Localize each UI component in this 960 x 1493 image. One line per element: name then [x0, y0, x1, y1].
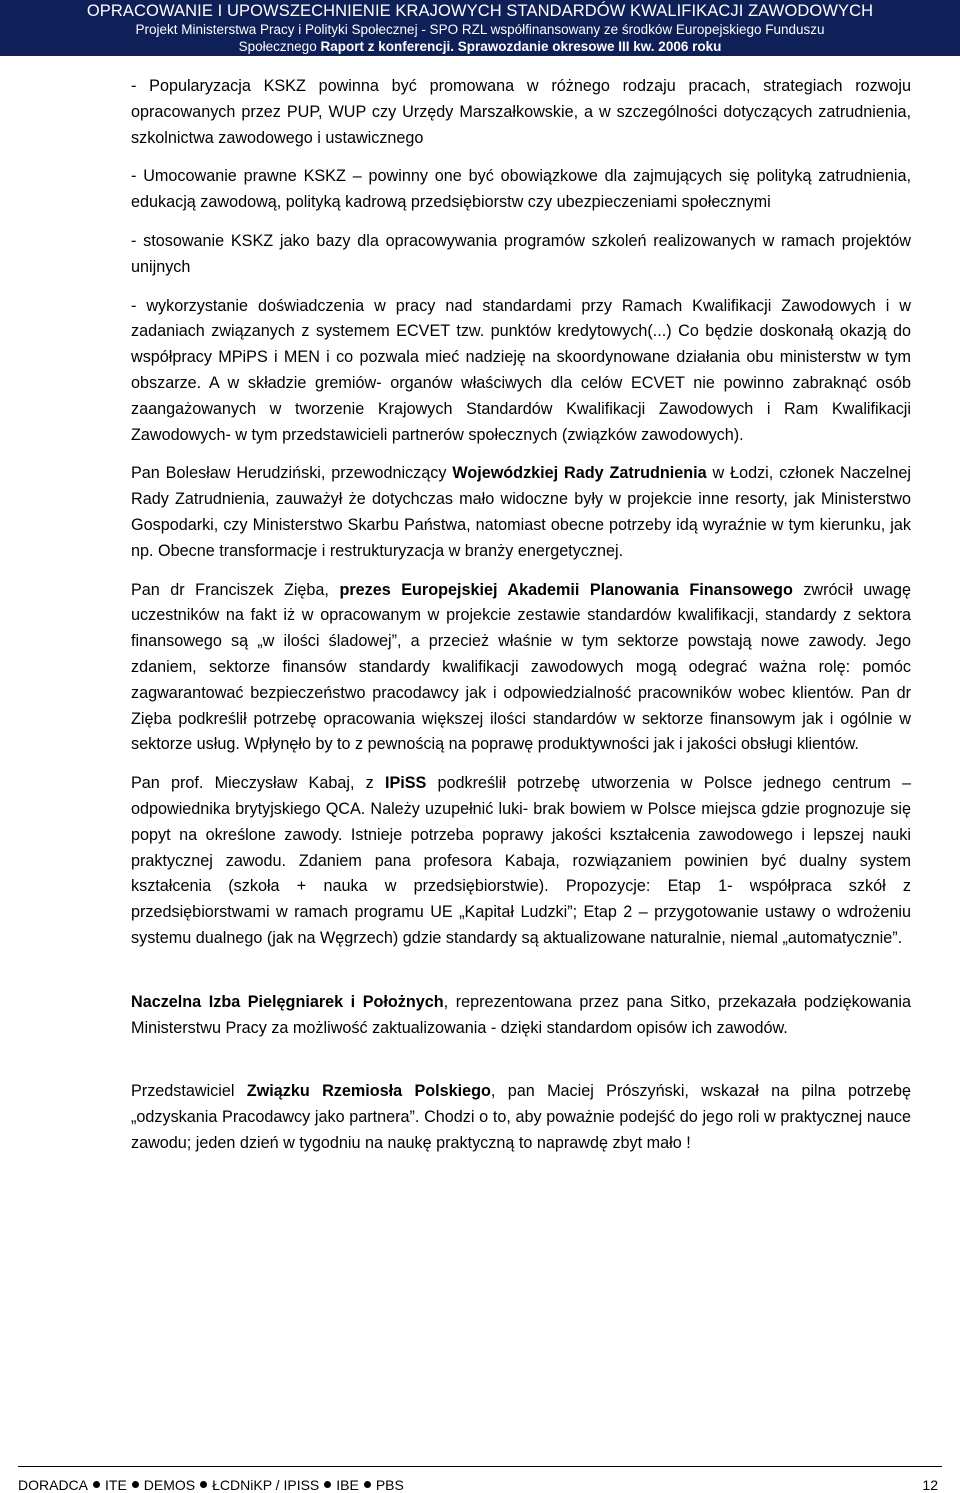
org-name: Naczelna Izba Pielęgniarek i Położnych	[131, 992, 444, 1011]
partner-item: IBE	[336, 1477, 359, 1493]
partner-item: DORADCA	[18, 1477, 89, 1493]
header-project: Projekt Ministerstwa Pracy i Polityki Społecznej - SPO RZL współfinansowany ze środków Europejskiego Funduszu	[135, 22, 825, 37]
bullet-icon	[364, 1481, 371, 1488]
footer-divider	[18, 1466, 942, 1467]
partner-item: PBS	[375, 1477, 404, 1493]
paragraph-kabaj: Pan prof. Mieczysław Kabaj, z IPiSS podkreślił potrzebę utworzenia w Polsce jednego centrum – odpowiednika brytyjskiego QCA. Należy uzupełnić luki- brak bowiem w Polsce miejsca gdzie prognozuje się popyt na określone zawody. Istnieje potrzeba poprawy jakości kształcenia zawodowego i lepszej nauki praktycznej zawodu. Zdaniem pana profesora Kabaja, rozwiązaniem powinien być dualny system kształcenia (szkoła + nauka w przedsiębiorstwie). Propozycje: Etap 1- współpraca szkół z przedsiębiorstwami w ramach programu UE „Kapitał Ludzki”; Etap 2 – przygotowanie ustawy o wdrożeniu systemu dualnego (jak na Węgrzech) gdzie standardy są aktualizowane naturalnie, niemal „automatycznie”.	[131, 774, 911, 947]
org-name: Wojewódzkiej Rady Zatrudnienia	[452, 464, 707, 483]
paragraph-herudzinski: Pan Bolesław Herudziński, przewodniczący Wojewódzkiej Rady Zatrudnienia w Łodzi, członek Naczelnej Rady Zatrudnienia, zauważył że dotychczas mało widoczne były w projekcie inne resorty, jak Ministerstwo Gospodarki, czy Ministerstwo Skarbu Państwa, natomiast obecne potrzeby idą wyraźnie w tym kierunku, jak np. Obecne transformacje i restrukturyzacja w branży energetycznej.	[131, 464, 912, 560]
bullet-icon	[132, 1481, 139, 1488]
bullet-icon	[324, 1481, 331, 1488]
paragraph-training-programs: - stosowanie KSKZ jako bazy dla opracowywania programów szkoleń realizowanych w ramach projektów unijnych	[131, 231, 911, 276]
bullet-icon	[200, 1481, 207, 1488]
partner-list	[18, 1477, 404, 1493]
paragraph-legal-basis: - Umocowanie prawne KSKZ – powinny one być obowiązkowe dla zajmujących się polityką zatrudnienia, edukacją zawodową, polityką kadrową przedsiębiorstw czy ubezpieczeniami społecznymi	[131, 167, 911, 212]
org-name: prezes Europejskiej Akademii Planowania Finansowego	[339, 580, 793, 599]
paragraph-craft-union: Przedstawiciel Związku Rzemiosła Polskiego, pan Maciej Prószyński, wskazał na pilna potrzebę „odzyskania Pracodawcy jako partnera”. Chodzi o to, aby poważnie podejść do jego roli w praktycznej nauce zawodu; jeden dzień w tygodniu na naukę praktyczną to naprawdę zbyt mało !	[131, 1082, 911, 1152]
paragraph-popularization: - Popularyzacja KSKZ powinna być promowana w różnego rodzaju pracach, strategiach rozwoju opracowanych przez PUP, WUP czy Urzędy Marszałkowskie, a w szczególności dotyczących zatrudnienia, szkolnictwa zawodowego i ustawicznego	[131, 77, 911, 147]
paragraph-ecvet: - wykorzystanie doświadczenia w pracy nad standardami przy Ramach Kwalifikacji Zawodowych i w zadaniach związanych z systemem ECVET tzw. punktów kredytowych(...) Co będzie doskonałą okazją do współpracy MPiPS i MEN i co pozwala mieć nadzieję na skoordynowane działania obu ministerstw w tym obszarze. A w składzie gremiów- organów właściwych dla celów ECVET nie powinno zabraknąć osób zaangażowanych w tworzenie Krajowych Standardów Kwalifikacji Zawodowych i Ram Kwalifikacji Zawodowych- w tym przedstawicieli partnerów społecznych (związków zawodowych).	[131, 296, 911, 444]
document-body	[131, 74, 911, 1157]
paragraph-nurses-chamber: Naczelna Izba Pielęgniarek i Położnych, reprezentowana przez pana Sitko, przekazała podziękowania Ministerstwu Pracy za możliwość zaktualizowania - dzięki standardom opisów ich zawodów.	[131, 992, 911, 1037]
header-title: OPRACOWANIE I UPOWSZECHNIENIE KRAJOWYCH STANDARDÓW KWALIFIKACJI ZAWODOWYCH	[86, 2, 874, 20]
header-project-cont: Społecznego	[238, 39, 317, 54]
page-header	[0, 0, 960, 56]
paragraph-zieba: Pan dr Franciszek Zięba, prezes Europejskiej Akademii Planowania Finansowego zwrócił uwagę uczestników na fakt iż w opracowanym w projekcie zestawie standardów kwalifikacji, standardy z sektora finansowego są „w ilości śladowej”, a przecież właśnie w tym sektorze powstają nowe zawody. Jego zdaniem, sektorze finansów standardy kwalifikacji zawodowych mogą odegrać ważna rolę: pomóc zagwarantować bezpieczeństwo pracodawcy jak i odpowiedzialność pracowników wobec klientów. Pan dr Zięba podkreślił potrzebę opracowania większej ilości standardów w sektorze finansowym jak i ogólnie w sektorze usług. Wpłynęło by to z pewnością na poprawę produktywności jak i jakości obsługi klientów.	[131, 580, 911, 754]
partner-item: ŁCDNiKP / IPISS	[212, 1477, 320, 1493]
page-number: 12	[922, 1477, 938, 1493]
org-name: Związku Rzemiosła Polskiego	[246, 1082, 491, 1101]
partner-item: ITE	[105, 1477, 127, 1493]
header-report-title: Raport z konferencji. Sprawozdanie okresowe III kw. 2006 roku	[320, 39, 722, 54]
bullet-icon	[93, 1481, 100, 1488]
header-report	[0, 38, 960, 55]
partner-item: DEMOS	[143, 1477, 196, 1493]
org-name: IPiSS	[384, 774, 427, 793]
